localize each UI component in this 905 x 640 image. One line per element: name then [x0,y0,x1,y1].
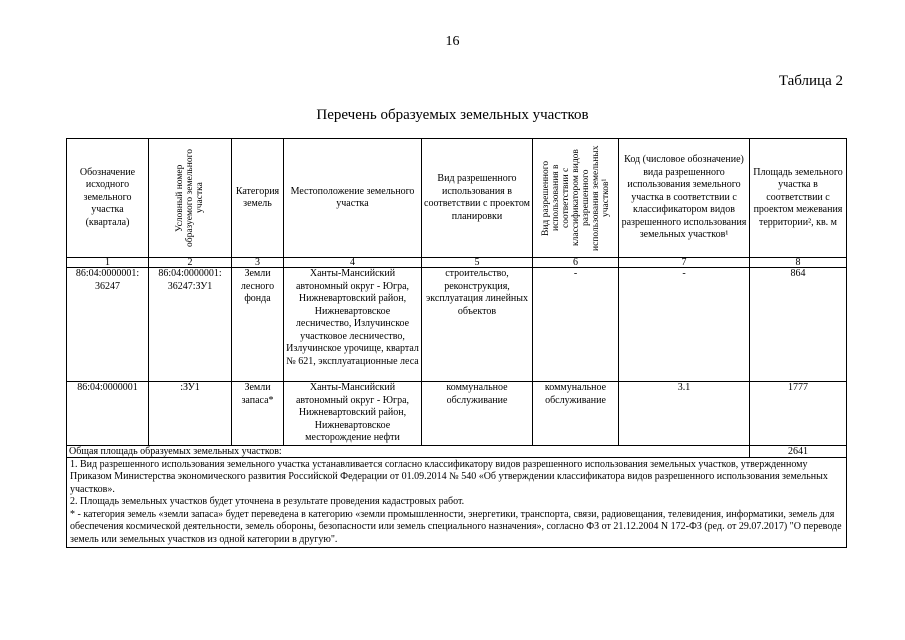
cell-code: - [619,268,750,382]
page-number: 16 [445,34,460,49]
cell-land-category: Земли запаса* [232,382,284,446]
header-use-classifier [533,139,619,258]
notes-cell [67,457,847,548]
note-area-clarification: 2. Площадь земельных участков будет уточнена в результате проведения кадастровых работ. [70,496,465,507]
column-number: 7 [619,258,750,268]
header-code: Код (числовое обозначение) вида разрешенного использования земельного участка в соответствии с классификатором видов разрешенного использования земельных участков¹ [619,139,750,258]
header-land-category: Категория земель [232,139,284,258]
note-reserve-lands: * - категория земель «земли запаса» будет переведена в категорию «земли промышленности, энергетики, транспорта, связи, радиовещания, телевидения, информатики, земель для обеспечения космической деятельности, земель обороны, безопасности или земель специального назначения», согласно ФЗ от 21.12.2004 N 172-ФЗ (ред. от 29.07.2017) "О переводе земель или земельных участков из одной категории в другую". [70,508,842,545]
header-location: Местоположение земельного участка [284,139,422,258]
total-area-label: Общая площадь образуемых земельных участков: [67,445,750,457]
header-conditional-number [149,139,232,258]
cell-source-plot: 86:04:0000001: 36247 [67,268,149,382]
land-plots-table [66,138,847,548]
cell-use-classifier: - [533,268,619,382]
cell-use-plan: коммунальное обслуживание [422,382,533,446]
column-number: 3 [232,258,284,268]
header-area: Площадь земельного участка в соответствии с проектом межевания территории², кв. м [750,139,847,258]
cell-conditional-number: :ЗУ1 [149,382,232,446]
cell-area: 1777 [750,382,847,446]
column-number: 5 [422,258,533,268]
table-label: Таблица 2 [778,73,843,89]
cell-conditional-number: 86:04:0000001: 36247:ЗУ1 [149,268,232,382]
header-use-plan: Вид разрешенного использования в соответствии с проектом планировки [422,139,533,258]
header-use-classifier-text: Вид разрешенного использования в соответствии с классификатором видов разрешенного использования земельных участков¹ [540,145,611,251]
notes-row [67,457,847,548]
cell-land-category: Земли лесного фонда [232,268,284,382]
cell-location: Ханты-Мансийский автономный округ - Югра, Нижневартовский район, Нижневартовское лесничество, Излучинское участковое лесничество, Излучинское урочище, квартал № 621, эксплуатационные леса [284,268,422,382]
total-row [67,445,847,457]
note-classifier: 1. Вид разрешенного использования земельного участка устанавливается согласно классификатору видов разрешенного использования земельных участков, утвержденному Приказом Министерства экономического развития Российской Федерации от 01.09.2014 № 540 «Об утверждении классификатора видов разрешенного использования земельных участков». [70,458,828,495]
column-number: 6 [533,258,619,268]
cell-source-plot: 86:04:0000001 [67,382,149,446]
cell-location: Ханты-Мансийский автономный округ - Югра, Нижневартовский район, Нижневартовское месторождение нефти [284,382,422,446]
header-conditional-number-text: Условный номер образуемого земельного участка [175,149,205,248]
column-number: 2 [149,258,232,268]
column-number: 8 [750,258,847,268]
table-row [67,382,847,446]
header-source-plot: Обозначение исходного земельного участка (квартала) [67,139,149,258]
cell-area: 864 [750,268,847,382]
table-row [67,268,847,382]
column-number: 1 [67,258,149,268]
cell-use-classifier: коммунальное обслуживание [533,382,619,446]
column-number-row [67,258,847,268]
cell-use-plan: строительство, реконструкция, эксплуатация линейных объектов [422,268,533,382]
column-number: 4 [284,258,422,268]
cell-code: 3.1 [619,382,750,446]
total-area-value: 2641 [750,445,847,457]
document-title: Перечень образуемых земельных участков [316,107,589,123]
header-row [67,139,847,258]
